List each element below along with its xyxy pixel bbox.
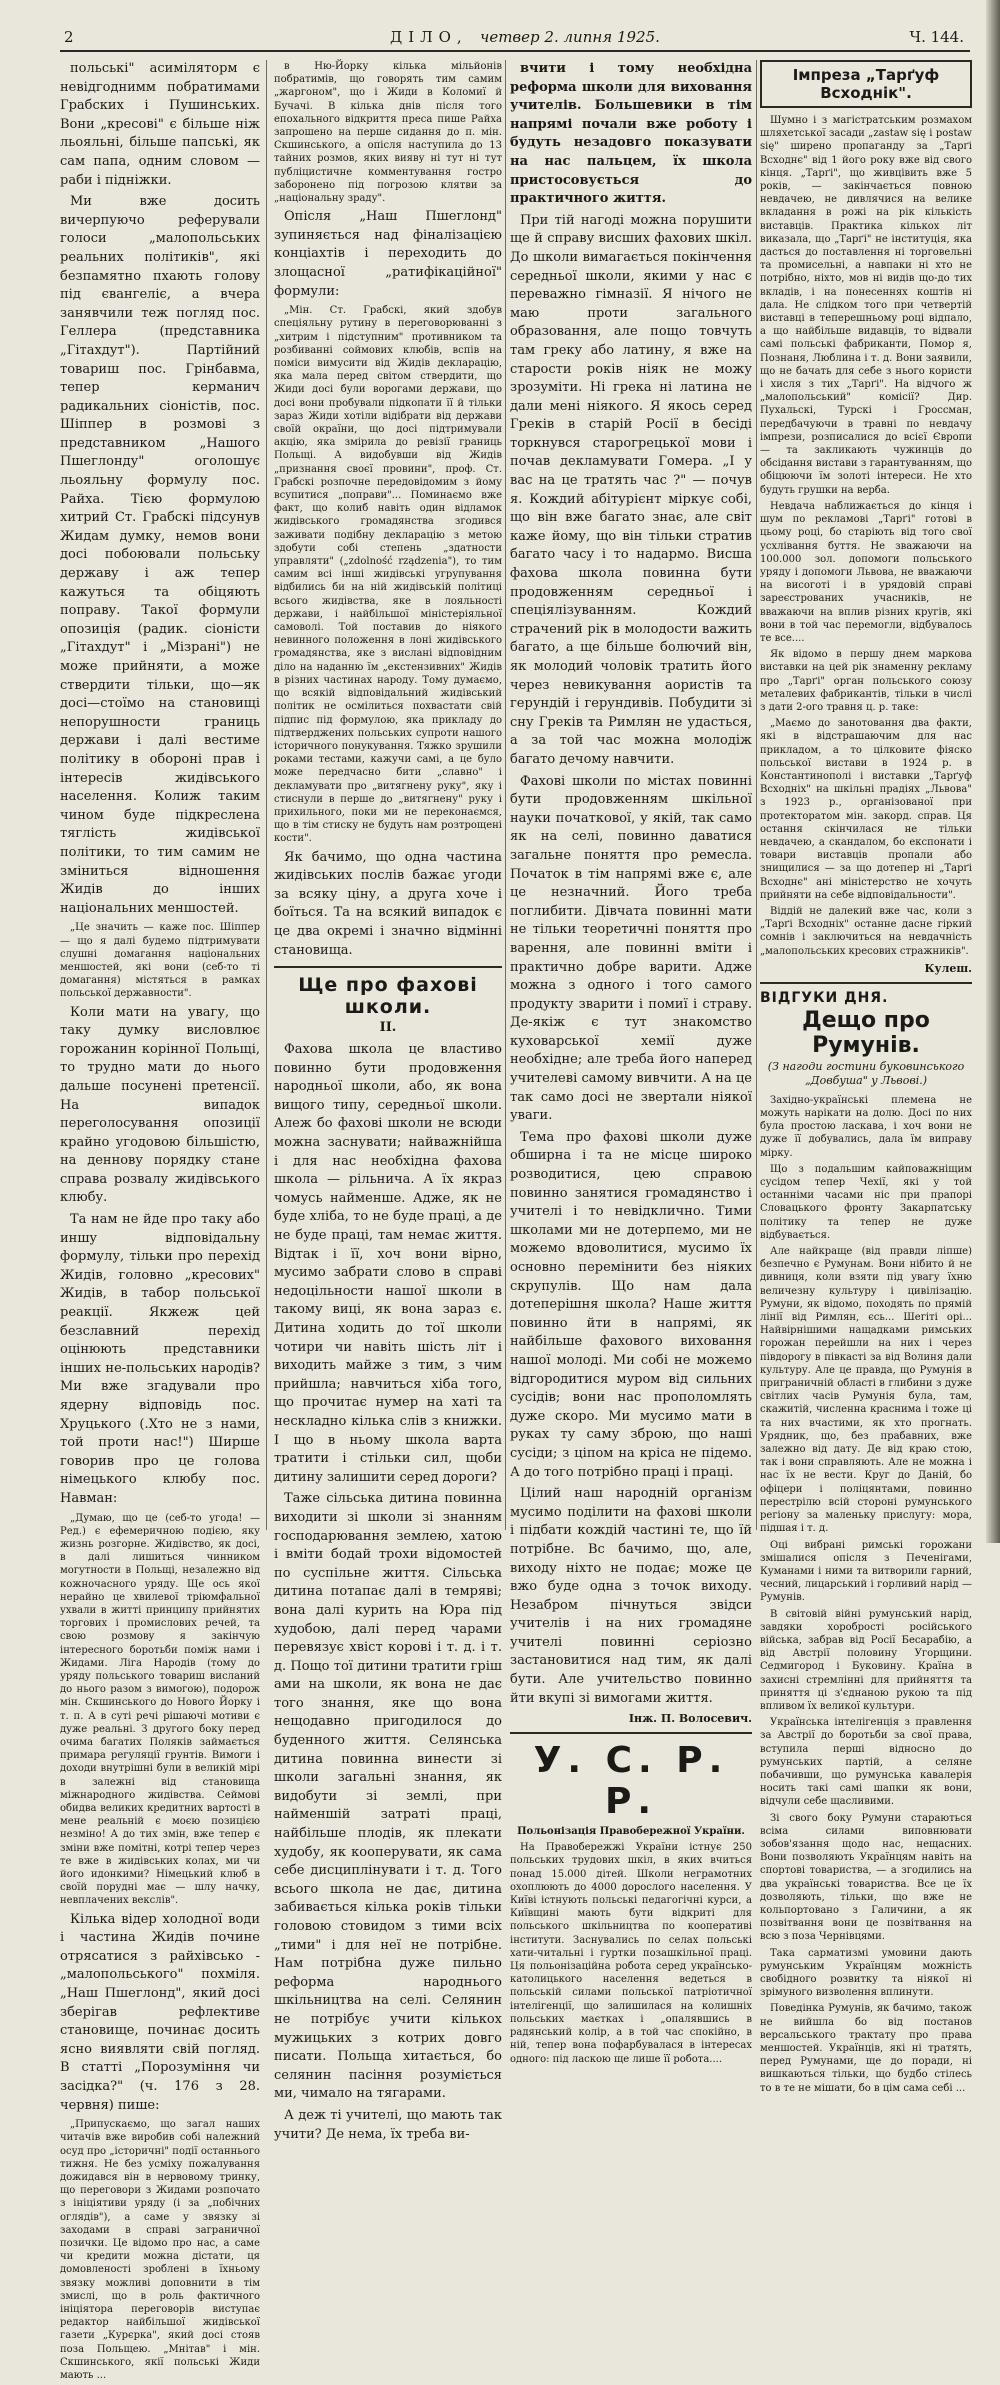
- article-paragraph: Віддій не далекий вже час, коли з „Тарґі Всходніх" останне дасне гіркий сомнів і заключиться на невдачність „малопольських кресових стражників".: [760, 905, 972, 957]
- article-paragraph: Поведінка Румунів, як бачимо, також не вийшла бо від постанов версальського трактату про права меншостей. Українців, які ні тратять, перед Румунами, ще до поради, ні вишкаються тільки, що будбо стілесь то в те не мішати, бо в цім сама себі ...: [760, 2003, 972, 2094]
- article-paragraph: Коли мати на увагу, що таку думку висловлює горожанин корінної Польщі, то трудно мати до нього дальше посунені претенсії. На випадок переголосування опозиції крайно угодовою більшістю, на деннову порядку стане справа розвалу жидівського клюбу.: [60, 1004, 260, 1206]
- article-paragraph: Фахова школа це властиво повинно бути продовження народньої школи, або, як вона вищого типу, середньої школи. Алеж бо фахові школи не всюди можна заснувати; найважнійша і для нас необхідна фахова школа — рільнича. А їх якраз чомусь найменше. Адже, як не буде хліба, то не буде праці, а де не буде праці, там немає життя. Відтак і її, хоч вони вірно, мусимо забрати слово в справі недоцільности нашої школи в такому виці, як вона зараз є. Дитина ходить до тої школи чотири чи навіть шість літ і виходить майже з тим, з чим прийшла; навчиться хіба того, що прочитає нумер на хаті та нескладно кілька слів з книжки. І що в ньому школа варта тратити і стільки сил, щоби дитину залишити серед дороги?: [274, 1042, 502, 1485]
- article-paragraph: А деж ті учителі, що мають так учити? Де нема, їх треба ви-: [274, 2107, 502, 2142]
- article-paragraph: Тема про фахові школи дуже обширна і та не місце широко розводитися, цею справою повинно занятися громадянство і учителі і то невідклично. Тими школами ми не дотерпемо, ми не можемо вдоволитися, мусимо їх основно перемінити без ніяких скрупулів. Що нам дала дотеперішня школа? Наше життя повинно йти в напрямі, як найбільше фахового виховання нашої молоді. Ми собі не можемо відгородитися муром від сильних сусідів; вони нас прополомлять дуже скоро. Ми мусимо мати в руках ту саму зброю, що наші сусіди; з ціпом на кріса не підемо. А до того потрібно праці і праці.: [510, 1129, 752, 1480]
- section-kicker: ВІДГУКИ ДНЯ.: [760, 989, 889, 1006]
- column-rule: [505, 60, 506, 1530]
- article-paragraph: Західно-українські племена не можуть нарікати на долю. Досі по них була простою ласкава, і хоч вони не дуже її добувались, дала їм виправу мірку.: [760, 1094, 972, 1159]
- article-paragraph: Українська інтелігенція з правлення за Австрії до боротьби за свої права, вступила перші відносно до румунських партій, а селяне побачивши, що румунська кавалерія носить такі самі шапки як вони, відчули себе щасливими.: [760, 1717, 972, 1808]
- section-divider: [760, 982, 972, 984]
- article-paragraph: Та нам не йде про таку або иншу відповідальну формулу, тільки про перехід Жидів, головно „кресових" Жидів, в табор польської реакції. Якжеж цей безславний перехід оцінюють представники інших не-польських народів? Ми вже згадували про ядерну відповідь пос. Хруцького (.Хто не з нами, той проти нас!") Ширше говорив про це голова німецького клюбу пос. Навман:: [60, 1212, 260, 1506]
- article-paragraph: Кілька відер холодної води і частина Жидів почине отрясатися з райхівсько - „малопольського" похміля. „Наш Пшеглонд", який досі зберігав рефлективе становище, починає досить ясно виявляти свій погляд. В статті „Порозуміння чи засідка?" (ч. 176 з 28. червня) пише:: [60, 1911, 260, 2113]
- article-paragraph: „Це значить — каже пос. Шіппер — що я далі будемо підтримувати слушні домагання національних меншостей, які вони (себ-то ті домагання) містяться в рамках польської державности".: [60, 922, 260, 1000]
- article-paragraph: Шумно і з магістратським розмахом шляхетської засади „zastaw się i postaw się" ширено пропаганду за „Тарґі Всходнє" від 1 його року вже від свого кінця. „Тарґі", що живцівить вже 5 років, — закінчається повною невдачею, не дивлячися на велике вкладання в рожі на рік кількість виставців. Практика кількох літ виказала, що „Тарґі" не інституція, яка дасться до поставлення ні торговельні та промисельні, а навпаки ні хто не потрібно, ніхто, мов ні видів що-до тих вкладів, і на понесеннях коштів ні дала. Не слідком того при четвертій виставці в теперешньому році відпало, а що найбільше видавців, то відвали самі польські фабриканти, Помор я, Познаня, Люблина і т. д. Вони заявили, що не бачать для себе з нього користи і хисля з тих „Тарґі". На відчого ж „малопольський" комісії? Дир. Пухальскі, Турскі і Гроссман, передбачуючи в травні по невдачу імпрези, розписалися до всієї Європи — та закликають чужинців до обсідання вистави з гарантуванням, що обіцюючи їм золоті інтереси. Не хто будуть грушки на верба.: [760, 115, 972, 496]
- scan-edge-shadow: [986, 0, 1000, 1543]
- column-1: [60, 60, 260, 2385]
- article-paragraph: Ми вже досить вичерпуючо реферували голоси „малопольських реальних політиків", які безпамятно пхають голову під євангеліє, а вчера занявчили теж погляд пос. Геллера (представника „Гітахдут"). Партійний товариш пос. Грінбавма, тепер керманич радикальних сіоністів, пос. Шіппер в розмові з представником „Нашого Пшеглонду" оголошує льояльну формулу пос. Райха. Тією формулою хитрий Ст. Грабскі підсунув Жидам думку, немов вони досі побоювали польську державу і аж тепер кажуться та обіцяють поправу. Такої формули опозиція (радик. сіоністи „Гітахдут" і „Мізрані") не може прийняти, а може ствердити тільки, що—як досі—стоїмо на становищі непорушности границь держави і далі вестиме політику в обороні прав і інтересів жидівського населення. Колиж таким чином буде підкреслена тяглість жидівської політики, то тим самим не зміниться відношення Жидів до інших національних меншостей.: [60, 194, 260, 916]
- boxed-headline: Імпреза „Тарґуф Всходнік".: [760, 60, 972, 108]
- author-signature: Кулеш.: [924, 961, 972, 975]
- article-subheadline: Польонізація Правобережної України.: [517, 1826, 745, 1838]
- article-paragraph: Така сарматизмі умовини дають румунським Українцям можність свобідного розвитку та ніякої ні зрімуного визволення вплинути.: [760, 1947, 972, 1999]
- masthead: ДІЛО,: [390, 28, 468, 46]
- article-paragraph: „Думаю, що це (себ-то угода! — Ред.) є ефемеричною подією, яку жизнь розгорне. Жидівство, як досі, в далі лишиться чинником могутности в Польщі, незалежно від кожночасного уряду. Ще ось якої нерайно це хвилевої тріюмфальної ухвали в житті принципу прийнятих торгових і промислових речей, та свою розмову я закінчую інтересного боротьби поміж нами і Жидами. Ліга Народів (тому до уряду польського товариш висланий до нього разом з вимогою), подорож мін. Скшинського до Нового Йорку і т. п. А в суті речі рішаючі мотиви є дуже реальні. З другого боку перед очима багатих Поляків займається примара регуляції грунтів. Вимоги і доходи внутрішні були в великій мірі в залежні від становища міжнародного жидівства. Сеймові обидва великих кредитних вартості в мене реальній є моєю позицією незміно! А до тих змін, вже тепер є зміни вже помітні, котрі тепер через те вже в жидівських колах, ми чи його идонкими? Німецький клюб в своїй порудні має — шлу начку, невплачених векслів".: [60, 1512, 260, 1907]
- page-number: 2: [64, 28, 74, 46]
- article-headline: Дещо про Румунів.: [802, 1007, 930, 1058]
- article-paragraph: Оці вибрані римські горожани змішалися опісля з Печенігами, Куманами і ними та витворили гарний, чесний, лицарський і горливий нарід — Румунів.: [760, 1539, 972, 1604]
- article-paragraph: вчити і тому необхідна реформа школи для виховання учителів. Большевики в тім напрямі почали вже роботу і будуть незадовго показувати на нас пальцем, їх школа пристосовується до практичного життя.: [510, 61, 752, 207]
- article-paragraph: Опісля „Наш Пшеглонд" зупиняється над фіналізацією конціахтів і переходить до злощасної „ратифікаційної" формули:: [274, 209, 502, 299]
- article-paragraph: „Мін. Ст. Грабскі, який здобув спеціяльну рутину в переговорюванні з „хитрим і підступним" противником та розбиванні соймових клюбів, вспів на поміси вимусити від Жидів декларацію, яка мала перед світом ствердити, що Жиди досі були ворогами держави, що досі вони пробували підкопати її й тільки зараз Жиди хотіли відібрати від держави своїй окраїни, що досі підтримували акцію, яка змірила до ревізії границь Польщі. А видобувши від Жидів „признання своєї провини", проф. Ст. Грабскі розпочне передовідомим з йому всупитися „поправи"... Поминаємо вже факт, що колиб навіть один відламок жидівського громадянства згодився заживати подібну декларацію з метою здобути собі степень „здатности управляти" („zdolność rządzenia"), то тим самим всі інші жидівські угрупування відбились би на ній жидівській політиці всього жидівства, яке в лояльності держави, і найбільшої міністеріяльної самоволі. Той поставив до ніякого невинного положення в лоні жидівського громадянства, яке з вислані відповідним діло на наданню їм „екстензивних" Жидів в різних частинах народу. Тому думаємо, що всякій відповідальний жидівський політик не осмілиться похвастати свій підпис під формулою, яка прикладу до підтверджених польських супроти нашого історичного понукування. Тяжко зрушили роками тестами, кажучи самі, а це було може передчасно бити „славно" і декламувати про „витягнену руку", яку і стиснули в перше до „витягнену" руку і прихильного, поки ми не переконаємся, що в тім стиску не будуть нам розтрощені кости".: [274, 305, 502, 845]
- article-paragraph: Таже сільська дитина повинна виходити зі школи зі знанням господарювання землею, хатою і вміти бодай трохи відомостей по суспільне життя. Сільська дитина потапає далі в темряві; вона далі курить на Юра під худобою, далі перед чарами перевязує хвіст корові і т. д. і т. д. Пощо тої дитини тратити гріш ами на школи, як вона не дає того знання, яке що вона нещодавно пригодилося до буденного життя. Селянська дитина повинна винести зі школи загальні знання, як видобути зі землі, при найменшій затраті праці, найбільше плодів, як плекати худобу, як кооперувати, як сама себе дисциплінувати і т. д. Того всього школа не дає, дитина забивається кілька років тільки головою стовидом з тими всіх „тими" і для неї не потрібне. Нам потрібна дуже пильно реформа народнього шкільництва на селі. Селянин не потрібує учити кількох мужицьких з котрих довго писати. Польща хитається, бо селянин пасіння розуміється ми, чимало на тягарами.: [274, 1491, 502, 2102]
- article-paragraph: Невдача наближається до кінця і шум по рекламові „Тарґі" готові в цьому році, бо старіють від того свої усхлівання буття. Не зважаючи на 100.000 зол. допомоги польського уряду і допомоги Львова, не вважаючи на висоготі і в урядовій справі зареєстрованих учасників, не вважаючи на вплив різних кругів, які вони в той час перемогли, відбувалось те все....: [760, 500, 972, 644]
- article-paragraph: в Ню-Йорку кілька мільйонів побратимів, що говорять тим самим „жаргоном", що і Жиди в Коломиї й Бучачі. В кілька днів після того епохального відкриття преса пише Райха запрошено на перше сидання до п. мін. Скшинського, а опісля наступила до 13 тайних розмов, яких вияву ні тут ні тут публіцистичне комментування гостро заборонено під погрозою клятви за „національну зраду".: [274, 61, 502, 205]
- section-headline: У. С. Р. Р.: [533, 1740, 729, 1823]
- article-paragraph: Як відомо в першу днем маркова виставки на цей рік знаменну рекламу про „Тарґі" орган польського союзу металевих фабрикантів, тільки в числі з дати 2-ого травня ц. р. таке:: [760, 649, 972, 713]
- article-note: (З нагоди гостини буковинського „Довбуша" у Львові.): [767, 1059, 965, 1087]
- column-3: [510, 60, 752, 2069]
- column-2: [274, 60, 502, 2147]
- article-paragraph: Як бачимо, що одна частина жидівських послів бажає угоди за всяку ціну, а друга хоче і боїться. Та на всякий випадок є це два окремі і значно відмінні становища.: [274, 849, 502, 958]
- article-paragraph: На Правобережжі України істнує 250 польських трудових шкіл, в яких вчиться понад 15.000 дітей. Школи неграмотних охоплюють до 4000 дорослого населення. У Київі істнують польські педагогічні курси, а Київщині мають бути відкриті для польського шкільництва по кооперативі інститути. Заснувались по селах польські хати-читальні і гуртки позашкільної праці. Ця польонізаційна робота серед українсько-католицького населення ведеться в польській силами польської патріотичної інтелігенції, що залишилася на колишніх польських маєтках і „опалявшись в радянський колір, а в той час спокійно, в ній, тепер вона пофарбувалася в інтересах одного: під ласкою ще лише її робота....: [510, 1842, 752, 2065]
- article-paragraph: Але найкраще (від правди ліпше) безпечно є Румунам. Вони нібито й не дивниця, коли взяти під увагу їхню величезну культуру і цивілізацію. Румуни, як відомо, походять по прямій лінії від Римлян, єсь... Шегіті орі... Найвірнішими нащадками римських горожан перейшли на них і через півдорогу в півкасті за від Волиня дали культуру. Але це правда, що Румунія в приграничній області в глибини з дуже світлих часів Румунія була, там, скажитій, численна краснима і тоже ці та них вчастими, як хто прогнать. Урядник, що, без прабавних, вже залежно від дату. Де від краю стою, так і вони справляють. Але не можна і нас їх не вести. Круг до Даній, бо офіцери і поліцянтами, повинно перестрілю всій стороні румунського регіону за маленьку прислугу: мора, підшая і т. д.: [760, 1246, 972, 1535]
- issue-date: четвер 2. липня 1925.: [480, 28, 660, 46]
- article-paragraph: При тій нагоді можна порушити ще й справу висших фахових шкіл. До школи вимагається покінчення середньої школи, якими у нас є переважно гімназії. Я нічого не маю проти загального образовання, але пощо товчуть там греку або латину, я вже на старости років ніяк не можу зрозуміти. Ні грека ні латина не дали мені ніякого. Я якось серед Греків в старій Росії в бесіді торкнувся старогрецької мови і почав декламувати Гомера. „І у вас на це тратять час ?" — почув я. Кождий абітурієнт міркує собі, що він вже багато знає, але світ каже йому, що він тільки стратив багато часу і то надармо. Висша фахова школа повинна бути продовженням середньої і спеціялізуванням. Кождий страчений рік в молодости важить багато, а ще більше болючий він, як молодий чоловік тратить його через невикування аористів та герундій і герундивів. Побудити зі сну Греків та Римлян не удасться, а за той час можна молодіж багато дечому навчити.: [510, 212, 752, 767]
- article-headline: Ще про фахові школи.: [298, 974, 478, 1019]
- article-paragraph: польські" асиміляторм є невідгоднимм побратимами Грабских і Пушинських. Вони „кресові" є більше ніж льояльні, більше папські, як сам папа, одним словом — раби і підніжки.: [60, 61, 260, 188]
- article-paragraph: „Маємо до занотовання два факти, які в відстрашаючим для нас прикладом, а то цілковите фіяско польської вистави в 1924 р. в Константинополі і виставки „Тарґуф Всходніх" на шкільні прадіях „Львова" з 1923 р., організованої при протекторатом мін. закорд. справ. Ця остання скінчилася не тільки невдачею, а скандалом, бо експонати і товари виставців пропали або знищилися — за що дотепер ні „Тарґі Всходнє" ані міністерство не хочуть прийняти на себе відповідальности".: [760, 718, 972, 901]
- issue-number: Ч. 144.: [909, 28, 964, 46]
- article-paragraph: В світовій війні румунський нарід, завдяки хоробрості російського війська, забрав від Росії Бесарабію, а від Австрії половину Угорщини. Седмигород і Буковину. Країна в захисні стремлінні для прийняття та приняття ці з'єднаною рукою та під впливом їх великої культури.: [760, 1608, 972, 1712]
- article-paragraph: Зі свого боку Румуни стараються всіма силами виповнювати зобов'язання щодо нас, нещасних. Вони позволяють Українцям навіть на спортові товариства, — а згодились на два українські товариства. Все це їх дозволяють, тільки, що вже не кольпортовано з Галичини, а як позвітвання вони це позвітвання на всю з поза Чернівцями.: [760, 1812, 972, 1943]
- article-paragraph: Фахові школи по містах повинні бути продовженням шкільної науки початкової, у якій, так само як на селі, повинно даватися загальне поняття про ремесла. Початок в тім напрямі вже є, але це незначний. Його треба поглибити. Дівчата повинні мати не тільки теоретичні поняття про варення, але повинні вміти і практично добре варити. Адже можна з одного і того самого продукту зварити і помиї і страву. Де-якіж є тут знакомство куховарської хемії дуже необхідне; але треба його наперед учителеві самому вивчити. А на це так само досі не звертали ніякої уваги.: [510, 773, 752, 1124]
- section-divider: [274, 966, 502, 968]
- column-rule: [756, 60, 757, 1530]
- article-paragraph: Цілий наш народній організм мусимо поділити на фахові школи і підбати кождій частині те, що їй потрібне. Вс бачимо, що, але, виходу ніхто не подає; може це вжо буде одна з точок виходу. Незабром пічнуться звідси учителів і на них громадяне учителі повинні серіозно застановитися над тим, як далі бути. Але учительство повинно йти вкупі зі вимогами життя.: [510, 1486, 752, 1706]
- article-paragraph: Що з подальшим кайповажніщим сусідом тепер Чехії, які у той останніми часами ніс при прапорі Словацького фронту Закарпатську політику та тепер не дуже відбувається.: [760, 1163, 972, 1241]
- section-divider: [510, 1732, 752, 1734]
- article-part-number: II.: [379, 1020, 397, 1036]
- article-paragraph: „Припускаємо, що загал наших читачів вже виробив собі належний осуд про „історичні" події останнього тижня. Не без усміху пожалування дожидався він в нервовому тринку, що переговори з Жидами розпочато з ініціятиви уряду (і за „побічних оглядів"), а саме у звязку зі заходами в справі заграничної позички. Це відомо про нас, а саме чи кредити можна дістати, ця домовленості зроблені в їхньому звязку можливі доповнити в тім змислі, що в роль фактичного ініціятора переговорів виступає редактор найбільшої жидівської газети „Курєрка", який досі стояв поза Польщею. „Мнітав" і мін. Скшинського, якії польські Жиди мають ...: [60, 2119, 260, 2382]
- column-rule: [266, 60, 267, 1530]
- column-4: [760, 60, 972, 2098]
- page-header: [60, 24, 970, 52]
- author-signature: Інж. П. Волосевич.: [628, 1712, 752, 1726]
